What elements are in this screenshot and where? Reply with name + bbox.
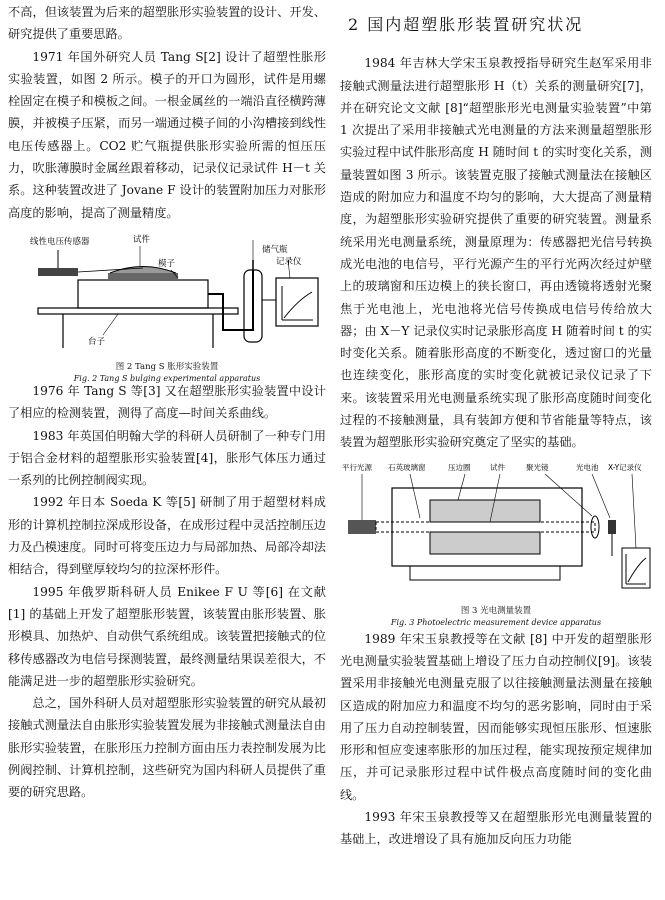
paragraph: 1993 年宋玉泉教授等又在超塑胀形光电测量装置的基础上，改进增设了具有施加反向压力功能 [340, 810, 652, 847]
label-recorder: 记录仪 [276, 256, 302, 267]
figure-3-caption-en: Fig. 3 Photoelectric measurement device apparatus [390, 617, 602, 627]
label-table: 台子 [88, 336, 106, 347]
label-blank-holder: 压边圈 [448, 462, 471, 472]
label-specimen: 试件 [490, 462, 505, 472]
paragraph: 1976 年 Tang S 等[3] 又在超塑胀形实验装置中设计了相应的检测装置，测得了高度—时间关系曲线。 [8, 383, 326, 421]
paragraph: 1984 年吉林大学宋玉泉教授指导研究生赵军采用非接触式测量法进行超塑胀形 H（t）关系的测量研究[7]，并在研究论文文献 [8]“超塑胀形光电测量实验装置”中第 1 次提出了采用非接触式光电测量的方法来测量超塑胀形实验过程中试件胀形高度 H 随时间 t 的实时变化关系，测量装置如图 3 所示。该装置克服了接触式测量法在接触区造成的附加应力和温度不均匀的影响，大大提高了测量精度，为超塑胀形实验研究提供了重要的研究装置。测量系统采用光电测量系统，测量原理为：传感器把光信号转换成光电池的电信号，平行光源产生的平行光两次经过炉壁上的玻璃窗和压边模上的狭长窗口，再由透镜将透射光聚焦于光电池上，光电池将光信号传换成电信号传给放大器；由 X－Y 记录仪实时记录胀形高度 H 随着时间 t 的实时变化关系。随着胀形高度的不断变化，透过窗口的光量也连续变化，胀形高度的实时变化就被记录仪记录了下来。该装置采用光电测量系统实现了胀形高度随时间变化过程的不接触测量，具有装卸方便和节省能量等特点，该装置为超塑胀形实验研究奠定了坚实的基础。 [340, 56, 652, 450]
figure-2 [8, 230, 326, 384]
tang-apparatus-diagram [8, 230, 326, 352]
left-column [8, 0, 326, 804]
paragraph: 1971 年国外研究人员 Tang S[2] 设计了超塑性胀形实验装置，如图 2 所示。模子的开口为圆形，试件是用螺栓固定在模子和模板之间。一根金属丝的一端沿直径横跨薄膜，并被模子压紧，而另一端通过模子间的小沟槽接到线性电压传感器上。CO2 贮气瓶提供胀形实验所需的恒压压力，吹胀薄膜时金属丝跟着移动，记录仪记录试件 H－t 关系。这种装置改进了 Jovane F 设计的装置附加压力对胀形高度的影响，提高了测量精度。 [8, 49, 326, 220]
label-xy-recorder: X-Y记录仪 [608, 462, 642, 472]
label-die: 模子 [158, 258, 176, 269]
photoelectric-device-diagram [340, 460, 652, 596]
figure-2-caption: 图 2 Tang S 胀形实验装置 [115, 362, 219, 373]
figure-2-caption-en: Fig. 2 Tang S bulging experimental apparatus [73, 374, 261, 384]
label-condenser: 聚光镜 [526, 462, 549, 472]
paragraph: 1995 年俄罗斯科研人员 Enikee F U 等[6] 在文献 [1] 的基础上开发了超塑胀形装置，该装置由胀形装置、胀形模具、加热炉、自动供气系统组成。该装置把接触式的位移传感器改为电信号探测装置，最终测量结果误差很大，不能满足进一步的超塑胀形实验研究。 [8, 584, 326, 688]
right-column [340, 0, 652, 851]
label-light-source: 平行光源 [342, 462, 372, 472]
paragraph: 1983 年英国伯明翰大学的科研人员研制了一种专门用于铝合金材料的超塑胀形实验装置[4]，胀形气体压力通过一系列的比例控制阀实现。 [8, 428, 326, 488]
label-sensor: 线性电压传感器 [30, 236, 90, 247]
label-photocell: 光电池 [576, 462, 599, 472]
label-gas-bottle: 储气瓶 [262, 244, 288, 255]
label-specimen: 试件 [133, 234, 151, 245]
figure-3-caption: 图 3 光电测量装置 [460, 605, 532, 616]
paragraph: 1989 年宋玉泉教授等在文献 [8] 中开发的超塑胀形光电测量实验装置基础上增设了压力自动控制仪[9]。该装置采用非接触光电测量克服了以往接触测量法测量在接触区造成的附加应力和温度不均匀的恶劣影响，同时由于采用了压力自动控制装置，因而能够实现恒压胀形、恒速胀形形和恒应变速率胀形的加压过程，能实现按预定规律加压，并可记录胀形过程中试件极点高度随时间的变化曲线。 [340, 631, 652, 802]
label-quartz-window: 石英玻璃窗 [388, 462, 426, 472]
paragraph: 1992 年日本 Soeda K 等[5] 研制了用于超塑材料成形的计算机控制拉深成形设备，在成形过程中灵活控制压边力及凸模速度。同时可将变压边力与局部加热、局部冷却法相结合，得到壁厚较均匀的拉深杯形件。 [8, 495, 326, 577]
figure-3 [340, 460, 652, 628]
section-heading: 2 国内超塑胀形装置研究状况 [348, 15, 584, 34]
paragraph: 总之，国外科研人员对超塑胀形实验装置的研究从最初接触式测量法自由胀形实验装置发展为非接触式测量法自由胀形实验装置，在胀形压力控制方面由压力表控制发展为比例阀控制、计算机控制，这些研究为国内科研人员提供了重要的研究思路。 [8, 696, 326, 800]
paragraph: 不高，但该装置为后来的超塑胀形实验装置的设计、开发、研究提供了重要思路。 [8, 5, 326, 42]
